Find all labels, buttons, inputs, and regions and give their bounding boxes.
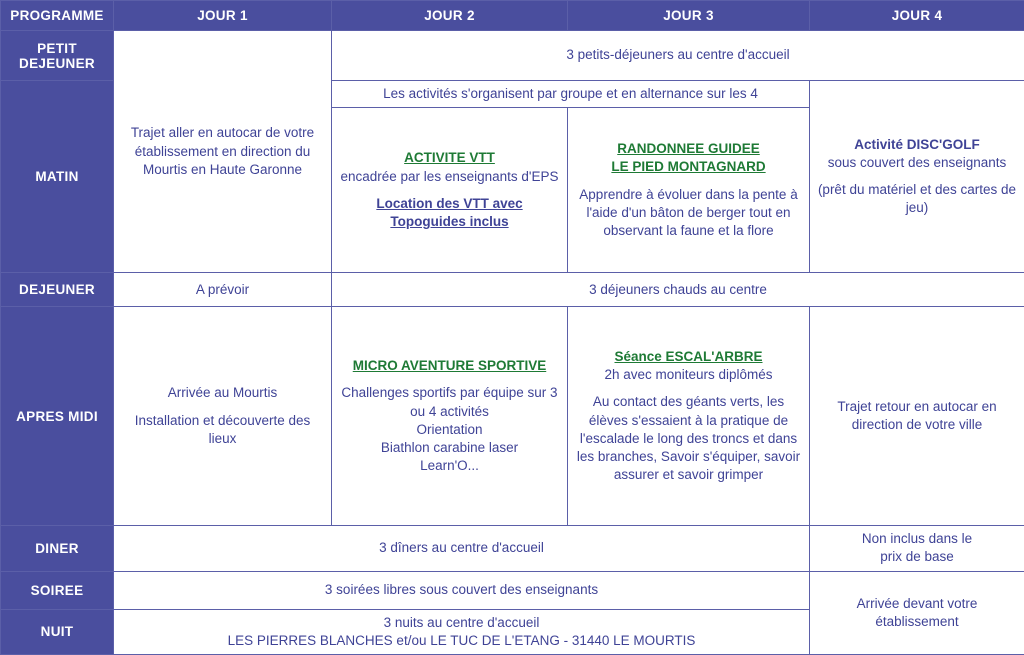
jour2-apresmidi-line2: Orientation: [338, 421, 561, 439]
jour3-matin-body: Apprendre à évoluer dans la pente à l'aide d'un bâton de berger tout en observant la faune et la flore: [574, 186, 803, 241]
jour4-matin-line1: sous couvert des enseignants: [816, 154, 1018, 172]
table-row: [1, 526, 1024, 571]
cell-jour4-diner: [810, 526, 1024, 571]
header-jour-3: JOUR 3: [568, 1, 810, 31]
jour4-soiree-line1: Arrivée devant votre: [816, 595, 1018, 613]
rowlabel-petit-dejeuner: PETIT DEJEUNER: [1, 31, 114, 81]
cell-jour4-matin: [810, 81, 1024, 273]
cell-petit-dejeuner-merged: 3 petits-déjeuners au centre d'accueil: [332, 31, 1024, 81]
jour4-diner-line1: Non inclus dans le: [816, 530, 1018, 548]
jour1-apresmidi-line2: Installation et découverte des lieux: [120, 412, 325, 448]
spacer: [574, 384, 803, 393]
table-row: [1, 307, 1024, 526]
spacer: [574, 177, 803, 186]
spacer: [120, 403, 325, 412]
rowlabel-diner: DINER: [1, 526, 114, 571]
cell-jour4-apres-midi: Trajet retour en autocar en direction de votre ville: [810, 307, 1024, 526]
cell-jour2-apres-midi: [332, 307, 568, 526]
spacer: [338, 375, 561, 384]
cell-matin-banner: Les activités s'organisent par groupe et en alternance sur les 4: [332, 81, 810, 108]
jour3-apresmidi-body: Au contact des géants verts, les élèves s'essaient à la pratique de l'escalade le long des troncs et dans les branches, Savoir s'équiper, savoir assurer et savoir grimper: [574, 393, 803, 484]
rowlabel-dejeuner: DEJEUNER: [1, 273, 114, 307]
header-jour-2: JOUR 2: [332, 1, 568, 31]
jour2-matin-sub2: Topoguides inclus: [338, 213, 561, 231]
rowlabel-matin: MATIN: [1, 81, 114, 273]
cell-nuit-merged: [114, 609, 810, 654]
jour3-matin-title2: LE PIED MONTAGNARD: [574, 158, 803, 176]
jour4-matin-line2: (prêt du matériel et des cartes de jeu): [816, 181, 1018, 217]
jour2-apresmidi-line3: Biathlon carabine laser: [338, 439, 561, 457]
spacer: [816, 172, 1018, 181]
table-header-row: [1, 1, 1024, 31]
cell-jour4-soiree-nuit: [810, 571, 1024, 654]
cell-jour1-dejeuner: A prévoir: [114, 273, 332, 307]
jour3-apresmidi-subtitle: 2h avec moniteurs diplômés: [574, 366, 803, 384]
cell-jour1-apres-midi: [114, 307, 332, 526]
jour4-soiree-line2: établissement: [816, 613, 1018, 631]
jour2-apresmidi-line1: Challenges sportifs par équipe sur 3 ou 4 activités: [338, 384, 561, 420]
cell-jour1-matin: Trajet aller en autocar de votre établissement en direction du Mourtis en Haute Garonne: [114, 31, 332, 273]
cell-soiree-merged: 3 soirées libres sous couvert des enseignants: [114, 571, 810, 609]
header-jour-1: JOUR 1: [114, 1, 332, 31]
cell-dejeuner-merged: 3 déjeuners chauds au centre: [332, 273, 1024, 307]
cell-jour3-apres-midi: [568, 307, 810, 526]
jour2-apresmidi-line4: Learn'O...: [338, 457, 561, 475]
jour2-matin-sub1: Location des VTT avec: [338, 195, 561, 213]
spacer: [338, 186, 561, 195]
nuit-line1: 3 nuits au centre d'accueil: [120, 614, 803, 632]
jour2-matin-line1: encadrée par les enseignants d'EPS: [338, 168, 561, 186]
nuit-line2: LES PIERRES BLANCHES et/ou LE TUC DE L'ETANG - 31440 LE MOURTIS: [120, 632, 803, 650]
table-row: [1, 31, 1024, 81]
header-programme: PROGRAMME: [1, 1, 114, 31]
jour2-apresmidi-title: MICRO AVENTURE SPORTIVE: [338, 357, 561, 375]
jour4-diner-line2: prix de base: [816, 548, 1018, 566]
jour4-matin-title: Activité DISC'GOLF: [816, 136, 1018, 154]
rowlabel-nuit: NUIT: [1, 609, 114, 654]
jour2-matin-title: ACTIVITE VTT: [338, 149, 561, 167]
header-jour-4: JOUR 4: [810, 1, 1024, 31]
jour3-matin-title1: RANDONNEE GUIDEE: [574, 140, 803, 158]
table-row: [1, 273, 1024, 307]
rowlabel-apres-midi: APRES MIDI: [1, 307, 114, 526]
table-row: [1, 571, 1024, 609]
cell-jour2-matin: [332, 108, 568, 273]
cell-diner-merged: 3 dîners au centre d'accueil: [114, 526, 810, 571]
jour1-apresmidi-line1: Arrivée au Mourtis: [120, 384, 325, 402]
rowlabel-soiree: SOIREE: [1, 571, 114, 609]
jour3-apresmidi-title: Séance ESCAL'ARBRE: [574, 348, 803, 366]
cell-jour3-matin: [568, 108, 810, 273]
